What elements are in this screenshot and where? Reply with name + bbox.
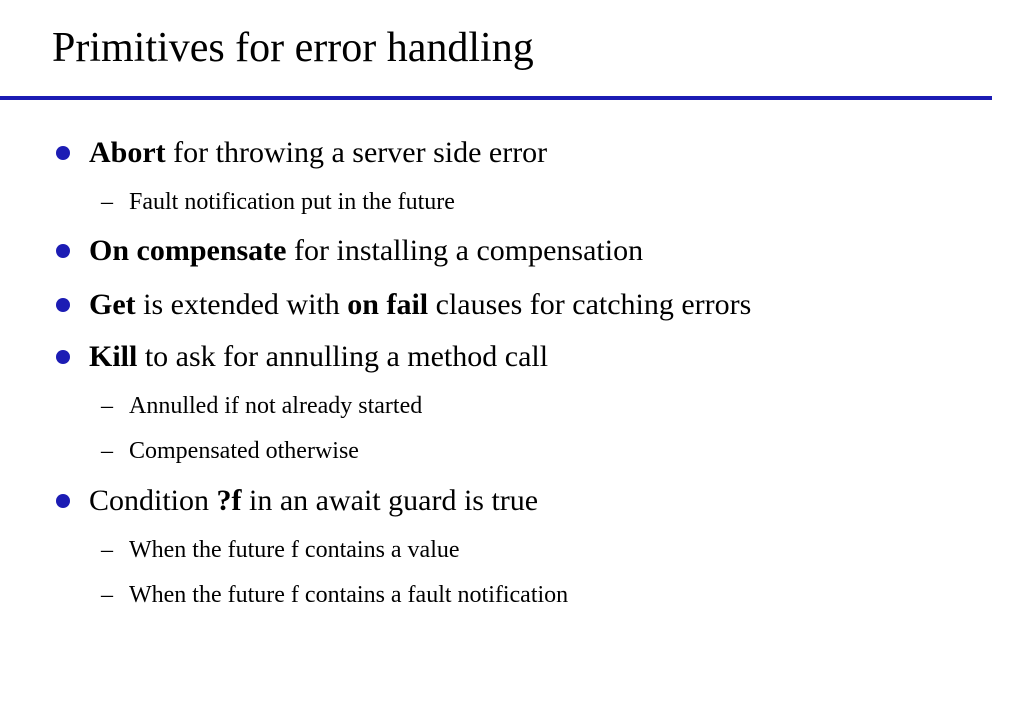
dash-icon: – bbox=[101, 393, 113, 419]
sub-bullet-text: Annulled if not already started bbox=[129, 393, 423, 419]
bullet-text bbox=[89, 233, 643, 269]
bullet-description: for installing a compensation bbox=[286, 234, 644, 267]
bullet-dot-icon bbox=[56, 298, 70, 312]
bullet-dot-icon bbox=[56, 146, 70, 160]
keyword: Kill bbox=[89, 340, 138, 373]
dash-icon: – bbox=[101, 582, 113, 608]
keyword: on fail bbox=[347, 288, 429, 321]
sub-bullet-text: Compensated otherwise bbox=[129, 438, 359, 464]
dash-icon: – bbox=[101, 438, 113, 464]
bullet-description: to ask for annulling a method call bbox=[137, 340, 549, 373]
slide-title: Primitives for error handling bbox=[52, 25, 534, 71]
bullet-text bbox=[89, 339, 548, 375]
bullet-description: clauses for catching errors bbox=[428, 288, 752, 321]
bullet-text bbox=[89, 135, 547, 171]
sub-bullet-text: Fault notification put in the future bbox=[129, 189, 455, 215]
dash-icon: – bbox=[101, 189, 113, 215]
bullet-text bbox=[89, 287, 751, 323]
keyword: Get bbox=[89, 288, 136, 321]
title-underline bbox=[0, 96, 992, 100]
bullet-dot-icon bbox=[56, 494, 70, 508]
bullet-description: for throwing a server side error bbox=[165, 136, 548, 169]
sub-bullet-text: When the future f contains a value bbox=[129, 537, 460, 563]
dash-icon: – bbox=[101, 537, 113, 563]
bullet-dot-icon bbox=[56, 350, 70, 364]
bullet-text bbox=[89, 483, 538, 519]
sub-bullet-text: When the future f contains a fault notification bbox=[129, 582, 569, 608]
bullet-description: Condition bbox=[89, 484, 217, 517]
keyword: Abort bbox=[89, 136, 166, 169]
keyword: ?f bbox=[216, 484, 242, 517]
keyword: On compensate bbox=[89, 234, 287, 267]
bullet-description: in an await guard is true bbox=[241, 484, 539, 517]
bullet-description: is extended with bbox=[135, 288, 348, 321]
bullet-dot-icon bbox=[56, 244, 70, 258]
